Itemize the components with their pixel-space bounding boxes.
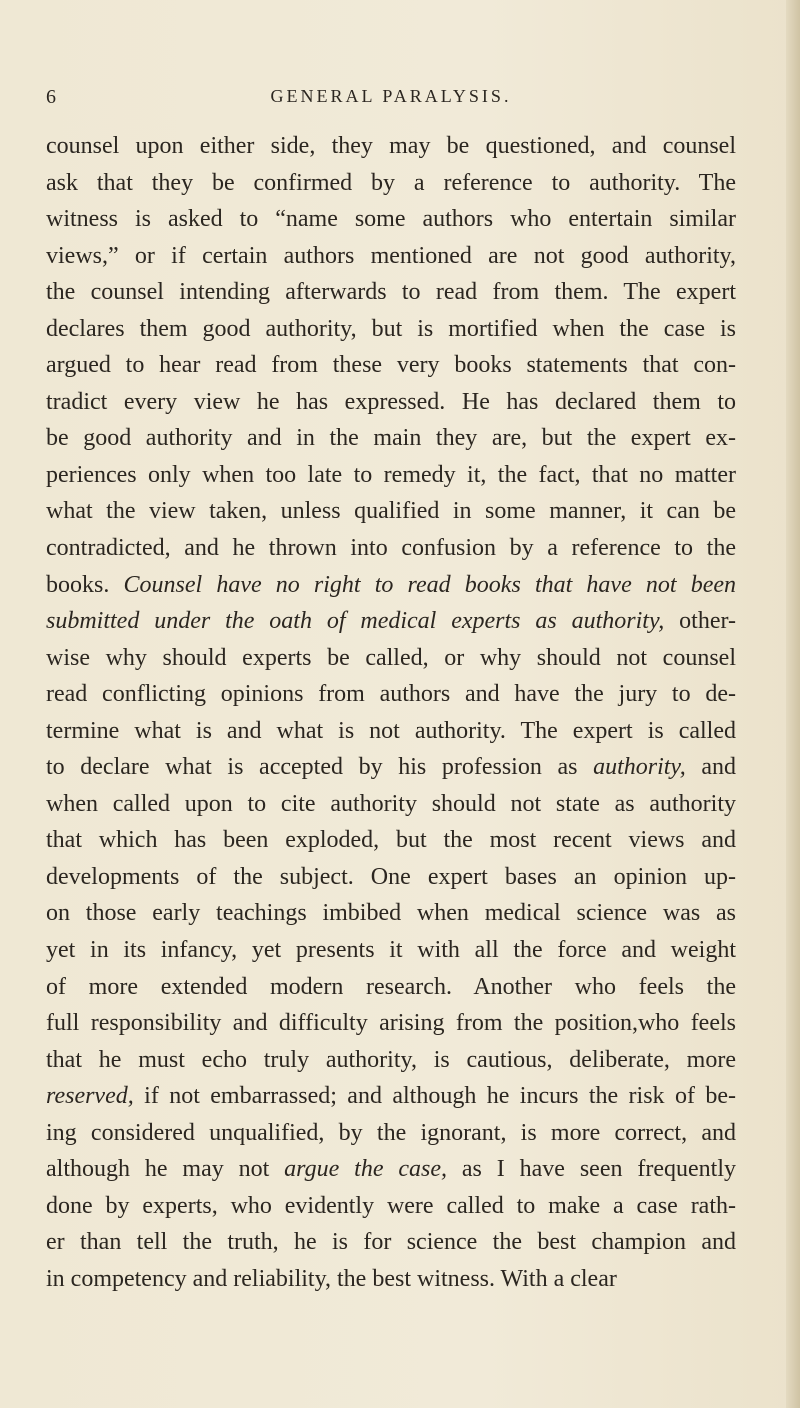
text-line	[46, 165, 736, 202]
text-segment: if not embarrassed; and although he incurs the risk of be-	[133, 1083, 736, 1110]
text-segment: views,” or if certain authors mentioned are not good authority,	[46, 242, 736, 269]
text-segment: although he may not	[46, 1156, 285, 1183]
text-segment: when called upon to cite authority should not state as authority	[46, 790, 736, 817]
text-line	[46, 603, 736, 640]
text-segment: on those early teachings imbibed when medical science was as	[46, 900, 736, 927]
text-line	[46, 749, 736, 786]
text-segment: termine what is and what is not authority. The expert is called	[46, 717, 736, 744]
text-line	[46, 859, 736, 896]
text-line	[46, 311, 736, 348]
text-segment: full responsibility and difficulty arising from the position,who feels	[46, 1010, 736, 1037]
text-line	[46, 128, 736, 165]
text-segment: that he must echo truly authority, is cautious, deliberate, more	[46, 1046, 736, 1073]
italic-text: authority,	[593, 754, 686, 781]
text-segment: argued to hear read from these very books statements that con-	[46, 352, 736, 379]
text-segment: the counsel intending afterwards to read from them. The expert	[46, 279, 736, 306]
page-number: 6	[46, 86, 56, 108]
text-line	[46, 1078, 736, 1115]
text-line	[46, 457, 736, 494]
text-line	[46, 713, 736, 750]
text-line	[46, 895, 736, 932]
text-segment: developments of the subject. One expert bases an opinion up-	[46, 863, 736, 890]
text-line	[46, 1261, 736, 1298]
text-segment: to declare what is accepted by his profession as	[46, 754, 594, 781]
text-segment: counsel upon either side, they may be questioned, and counsel	[46, 133, 736, 159]
text-segment: of more extended modern research. Another who feels the	[46, 973, 736, 1000]
text-segment: other-	[664, 608, 736, 635]
italic-text: submitted under the oath of medical experts as authority,	[46, 608, 665, 635]
text-line	[46, 640, 736, 677]
text-segment: declares them good authority, but is mortified when the case is	[46, 315, 736, 342]
text-line	[46, 567, 736, 604]
page-edge-shadow	[786, 0, 800, 1408]
text-segment: er than tell the truth, he is for science the best champion and	[46, 1229, 736, 1256]
text-line	[46, 822, 736, 859]
text-line	[46, 384, 736, 421]
text-line	[46, 969, 736, 1006]
text-line	[46, 676, 736, 713]
text-line	[46, 1005, 736, 1042]
text-line	[46, 1042, 736, 1079]
text-segment: yet in its infancy, yet presents it with all the force and weight	[46, 937, 736, 964]
text-segment: that which has been exploded, but the most recent views and	[46, 827, 736, 854]
page-header	[46, 86, 736, 116]
text-segment: tradict every view he has expressed. He has declared them to	[46, 388, 736, 415]
text-segment: and	[685, 754, 737, 781]
text-segment: read conflicting opinions from authors and have the jury to de-	[46, 681, 736, 708]
text-segment: contradicted, and he thrown into confusion by a reference to the	[46, 535, 736, 562]
text-segment: done by experts, who evidently were called to make a case rath-	[46, 1192, 736, 1219]
text-segment: wise why should experts be called, or why should not counsel	[46, 644, 736, 671]
text-segment: what the view taken, unless qualified in some manner, it can be	[46, 498, 736, 525]
text-segment: in competency and reliability, the best witness. With a clear	[46, 1265, 617, 1292]
text-line	[46, 420, 736, 457]
italic-text: Counsel have no right to read books that have not been	[123, 571, 737, 598]
text-line	[46, 347, 736, 384]
text-line	[46, 201, 736, 238]
text-line	[46, 530, 736, 567]
text-line	[46, 238, 736, 275]
text-line	[46, 1224, 736, 1261]
text-segment: periences only when too late to remedy it, the fact, that no matter	[46, 461, 736, 488]
text-line	[46, 493, 736, 530]
text-segment: be good authority and in the main they are, but the expert ex-	[46, 425, 736, 452]
running-head: GENERAL PARALYSIS.	[270, 86, 512, 106]
text-line	[46, 1115, 736, 1152]
text-segment: ing considered unqualified, by the ignorant, is more correct, and	[46, 1119, 736, 1146]
text-line	[46, 1151, 736, 1188]
text-line	[46, 786, 736, 823]
text-line	[46, 274, 736, 311]
body-text	[46, 128, 736, 1298]
italic-text: argue the case,	[284, 1156, 448, 1183]
text-segment: as I have seen frequently	[447, 1156, 736, 1183]
italic-text: reserved,	[46, 1083, 134, 1110]
text-line	[46, 1188, 736, 1225]
text-line	[46, 932, 736, 969]
text-segment: books.	[46, 571, 124, 598]
text-segment: witness is asked to “name some authors who entertain similar	[46, 206, 736, 233]
text-segment: ask that they be confirmed by a reference to authority. The	[46, 169, 736, 196]
